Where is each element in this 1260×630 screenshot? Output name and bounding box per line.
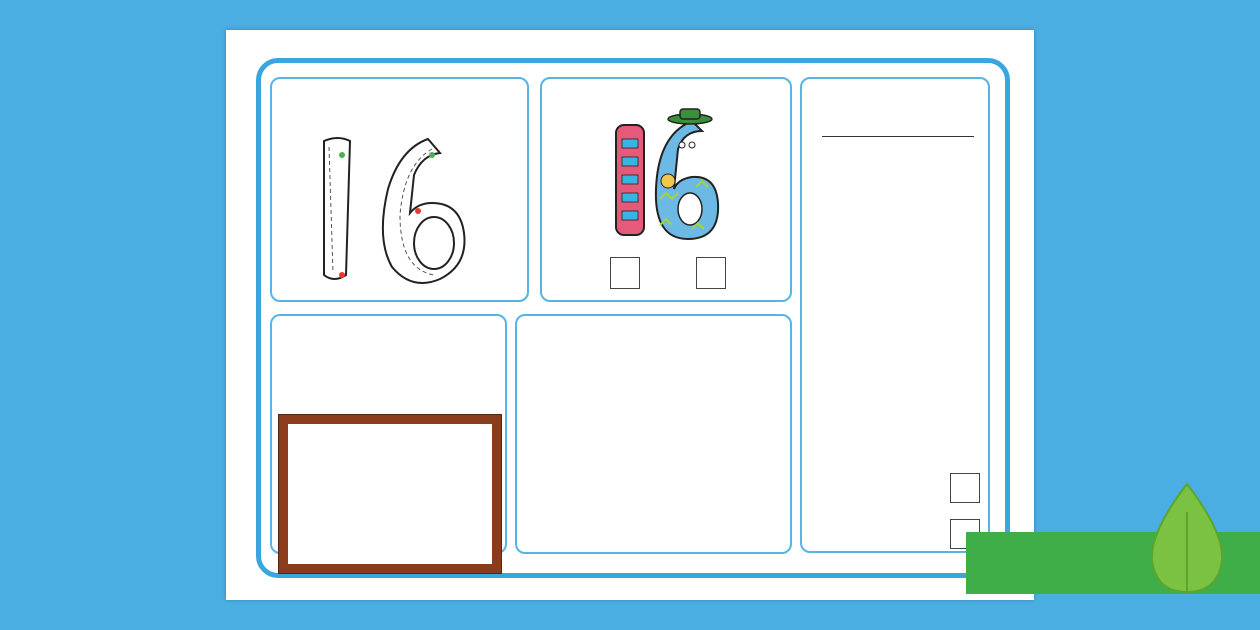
ones-answer-box[interactable] [696, 257, 726, 289]
crayon-box [278, 414, 502, 574]
ball-icon [661, 174, 675, 188]
crayon-grid-empty [288, 498, 492, 564]
crayon-box-panel [270, 314, 507, 554]
cakes-panel [515, 314, 792, 554]
tens-answer-box[interactable] [610, 257, 640, 289]
eco-leaf-icon [1148, 482, 1226, 594]
end-dot-icon [415, 208, 421, 214]
tracing-16-illustration [272, 79, 531, 304]
number-track [822, 136, 974, 137]
worksheet [226, 30, 1034, 600]
complete-sentence-panel [540, 77, 792, 302]
start-dot-icon [339, 152, 345, 158]
decorated-16-illustration [542, 79, 794, 249]
sentence-line [568, 257, 778, 293]
before-answer-box[interactable] [950, 473, 980, 503]
crayon-grid-filled [288, 424, 492, 490]
cake-plates-illustration [517, 316, 794, 556]
number-track-panel [800, 77, 990, 553]
start-dot-icon [429, 152, 435, 158]
end-dot-icon [339, 272, 345, 278]
writing-practice-panel [270, 77, 529, 302]
